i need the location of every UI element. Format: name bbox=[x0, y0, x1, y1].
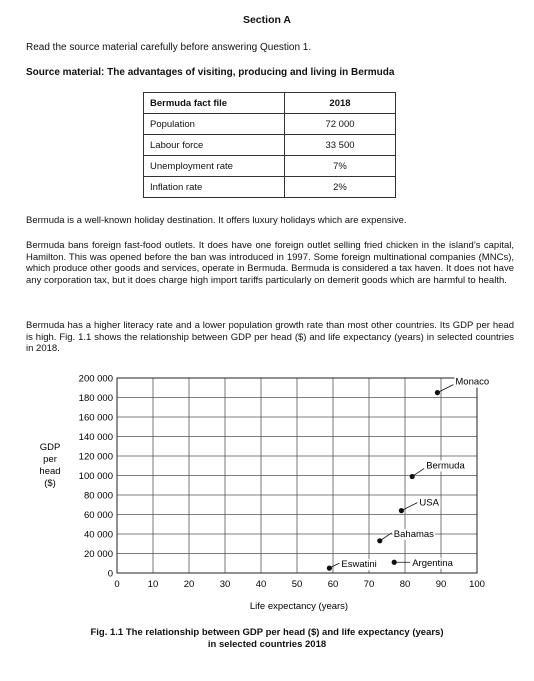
data-point bbox=[399, 508, 404, 513]
figure-caption-line1: Fig. 1.1 The relationship between GDP per head ($) and life expectancy (years) bbox=[90, 627, 444, 638]
fact-value: 7% bbox=[285, 156, 396, 177]
point-label: USA bbox=[419, 497, 439, 509]
point-leader-line bbox=[401, 503, 417, 511]
point-label: Bahamas bbox=[393, 528, 434, 540]
data-point bbox=[377, 538, 382, 543]
instructions: Read the source material carefully before answering Question 1. bbox=[26, 42, 312, 53]
y-tick-label: 100 000 bbox=[78, 471, 113, 482]
y-tick-label: 60 000 bbox=[83, 510, 113, 521]
data-point bbox=[392, 560, 397, 565]
y-tick-label: 120 000 bbox=[78, 451, 113, 463]
data-point bbox=[435, 390, 440, 395]
data-point bbox=[327, 566, 332, 571]
y-tick-label: 0 bbox=[107, 568, 113, 580]
y-axis-label: GDP bbox=[39, 442, 61, 453]
fact-value: 2% bbox=[285, 177, 396, 198]
fact-table-header bbox=[144, 93, 396, 114]
x-tick-label: 70 bbox=[363, 579, 375, 590]
point-leader-line bbox=[437, 385, 453, 393]
x-tick-label: 50 bbox=[291, 579, 303, 590]
fact-table-row bbox=[144, 156, 396, 177]
fact-table-header-label: Bermuda fact file bbox=[144, 93, 285, 114]
y-tick-label: 20 000 bbox=[83, 549, 113, 560]
data-point bbox=[410, 474, 415, 479]
x-tick-label: 60 bbox=[327, 579, 339, 590]
figure-caption-line2: in selected countries 2018 bbox=[207, 639, 327, 650]
x-tick-label: 40 bbox=[255, 579, 267, 590]
y-tick-label: 160 000 bbox=[78, 412, 113, 424]
point-label: Monaco bbox=[455, 376, 490, 388]
y-tick-label: 180 000 bbox=[78, 393, 113, 404]
x-tick-label: 90 bbox=[435, 579, 447, 590]
fact-table-row bbox=[144, 177, 396, 198]
source-material-title: Source material: The advantages of visiting, producing and living in Bermuda bbox=[26, 67, 395, 78]
y-tick-label: 40 000 bbox=[83, 529, 113, 541]
x-tick-label: 100 bbox=[469, 579, 485, 590]
fact-label: Population bbox=[144, 114, 285, 135]
x-tick-label: 80 bbox=[399, 579, 411, 590]
fact-table-row bbox=[144, 135, 396, 156]
y-tick-label: 140 000 bbox=[78, 432, 113, 443]
fact-table-row bbox=[144, 114, 396, 135]
section-title: Section A bbox=[242, 14, 292, 26]
paragraph-holiday: Bermuda is a well-known holiday destination. It offers luxury holidays which are expensive. bbox=[26, 215, 407, 226]
paragraph-gdp: Bermuda has a higher literacy rate and a lower population growth rate than most other countries. Its GDP per head is high. Fig. 1.1 shows the relationship between GDP per head ($) and life expectancy (years) in selected countries in 2018. bbox=[26, 320, 514, 355]
fact-label: Unemployment rate bbox=[144, 156, 285, 177]
fact-label: Inflation rate bbox=[144, 177, 285, 198]
x-tick-label: 10 bbox=[147, 579, 159, 590]
paragraph-fast-food: Bermuda bans foreign fast-food outlets. It does have one foreign outlet selling fried chicken in the island’s capital, Hamilton. This was opened before the ban was introduced in 1997. Some foreign multinational companies (MNCs), which produce other goods and services, operate in Bermuda. Bermuda is considered a tax haven. It does not have any corporation tax, but it does charge high import tariffs particularly on demerit goods which are harmful to health. bbox=[26, 240, 514, 286]
point-label: Eswatini bbox=[341, 559, 377, 571]
fact-table-header-year: 2018 bbox=[285, 93, 396, 114]
y-axis-label: head bbox=[39, 466, 61, 477]
figure-caption bbox=[0, 627, 534, 651]
y-tick-label: 80 000 bbox=[83, 490, 113, 502]
x-axis-label: Life expectancy (years) bbox=[249, 601, 349, 612]
y-axis-label: ($) bbox=[44, 478, 56, 489]
x-tick-label: 30 bbox=[219, 579, 231, 590]
y-axis-label: per bbox=[43, 454, 57, 465]
fact-label: Labour force bbox=[144, 135, 285, 156]
x-tick-label: 0 bbox=[114, 579, 120, 590]
bermuda-fact-table bbox=[143, 92, 396, 198]
fact-value: 33 500 bbox=[285, 135, 396, 156]
fact-value: 72 000 bbox=[285, 114, 396, 135]
x-tick-label: 20 bbox=[183, 579, 195, 590]
point-label: Argentina bbox=[412, 557, 453, 569]
y-tick-label: 200 000 bbox=[78, 373, 113, 385]
gdp-life-expectancy-scatter-chart bbox=[0, 365, 534, 615]
point-label: Bermuda bbox=[426, 460, 465, 472]
